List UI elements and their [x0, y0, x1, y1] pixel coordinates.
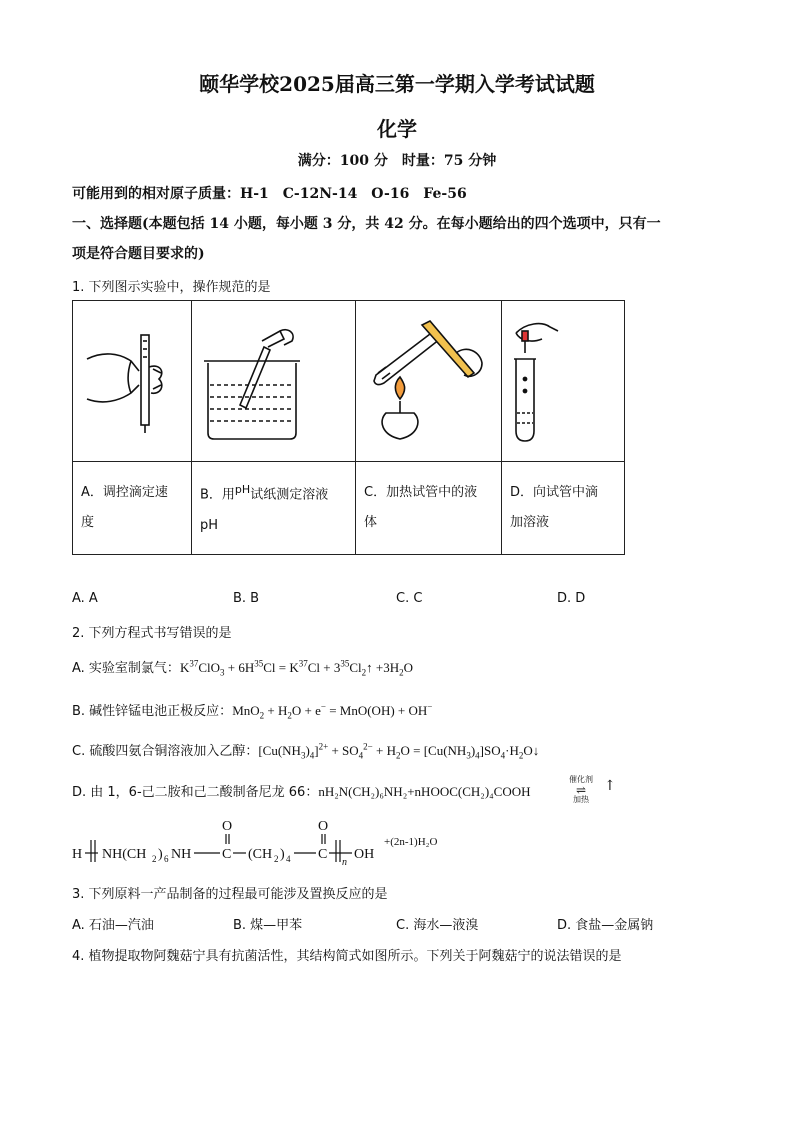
q1-choice-b[interactable]: B. B — [233, 591, 260, 606]
q1-choice-a[interactable]: A. A — [72, 591, 98, 606]
figure-d-cell — [502, 301, 625, 462]
svg-text:): ) — [280, 847, 285, 862]
figure-c-cell — [356, 301, 502, 462]
q2-option-b[interactable]: B. 碱性锌锰电池正极反应：$MnO_2 + H_2O + e^- = MnO(OH) + OH^-$ — [72, 701, 433, 721]
svg-text:C: C — [318, 847, 328, 862]
svg-text:6: 6 — [164, 854, 169, 864]
figure-a-cell — [73, 301, 192, 462]
q1-figure-table — [72, 300, 625, 555]
q3-choice-b[interactable]: B. 煤—甲苯 — [233, 918, 303, 933]
q1-stem: 1. 下列图示实验中，操作规范的是 — [72, 280, 271, 295]
svg-text:OH: OH — [354, 847, 375, 862]
q1-choice-d[interactable]: D. D — [557, 591, 586, 606]
dropper-test-tube-figure — [502, 301, 624, 457]
q2-option-d[interactable]: D. 由 1，6-己二胺和己二酸制备尼龙 66：nH₂N(CH₂)₆NH₂+nHOOC(CH₂)₄COOH — [72, 784, 531, 800]
q3-choice-a[interactable]: A. 石油—汽油 — [72, 918, 154, 933]
svg-text:H: H — [72, 847, 83, 862]
section-heading-line1: 一、选择题(本题包括 14 小题，每小题 3 分，共 42 分。在每小题给出的四个选项中，只有一 — [72, 216, 661, 232]
svg-text:O: O — [222, 819, 233, 834]
atomic-masses: 可能用到的相对原子质量：H-1 C-12N-14 O-16 Fe-56 — [72, 186, 467, 202]
svg-text:C: C — [222, 847, 232, 862]
subject-title: 化学 — [377, 117, 417, 141]
byproduct-water: +(2n-1)H₂O — [384, 836, 438, 848]
caption-a: A．调控滴定速 度 — [73, 462, 192, 555]
nylon66-structure — [72, 812, 392, 868]
q2-option-a[interactable]: A. 实验室制氯气：$K^{37}ClO_3 + 6H^{35}Cl = K^{37}Cl$ + $3^{35}Cl_2↑ +3H_2O$ — [72, 658, 414, 678]
caption-d: D．向试管中滴 加溶液 — [502, 462, 625, 555]
up-arrow-icon: ↑ — [604, 778, 616, 794]
burette-hand-figure — [73, 301, 191, 457]
test-tube-heating-figure — [356, 301, 501, 457]
exam-title: 颐华学校2025届高三第一学期入学考试试题 — [199, 72, 595, 96]
q2-stem: 2. 下列方程式书写错误的是 — [72, 626, 232, 641]
figure-b-cell — [192, 301, 356, 462]
caption-c: C．加热试管中的液 体 — [356, 462, 502, 555]
q4-stem: 4. 植物提取物阿魏菇宁具有抗菌活性，其结构简式如图所示。下列关于阿魏菇宁的说法错误的是 — [72, 949, 622, 964]
svg-text:n: n — [342, 857, 347, 868]
q3-choice-c[interactable]: C. 海水—液溴 — [396, 918, 479, 933]
svg-text:NH(CH: NH(CH — [102, 847, 147, 862]
section-heading-line2: 项是符合题目要求的) — [72, 246, 205, 262]
svg-text:O: O — [318, 819, 329, 834]
q3-stem: 3. 下列原料一产品制备的过程最可能涉及置换反应的是 — [72, 887, 388, 902]
svg-text:2: 2 — [274, 854, 279, 864]
beaker-ph-paper-figure — [192, 301, 355, 457]
svg-text:2: 2 — [152, 854, 157, 864]
caption-b: B．用$^{pH}$试纸测定溶液 pH — [192, 462, 356, 555]
q3-choice-d[interactable]: D. 食盐—金属钠 — [557, 918, 654, 933]
reaction-conditions: 催化剂 ⇌ 加热 — [556, 775, 606, 805]
q2-option-c[interactable]: C. 硫酸四氨合铜溶液加入乙醇：$[Cu(NH_3)_4]^{2+} + SO_4^{2-} + H_2O$ = $[Cu(NH_3)_4]SO_4\cdot H_2O↓$ — [72, 741, 540, 761]
svg-text:(CH: (CH — [248, 847, 273, 862]
equilibrium-arrow-icon: ⇌ — [575, 783, 587, 797]
exam-meta: 满分：100 分 时量：75 分钟 — [297, 153, 497, 169]
svg-text:NH: NH — [171, 847, 192, 862]
svg-text:4: 4 — [286, 854, 291, 864]
svg-text:): ) — [158, 847, 163, 862]
q1-choice-c[interactable]: C. C — [396, 591, 423, 606]
